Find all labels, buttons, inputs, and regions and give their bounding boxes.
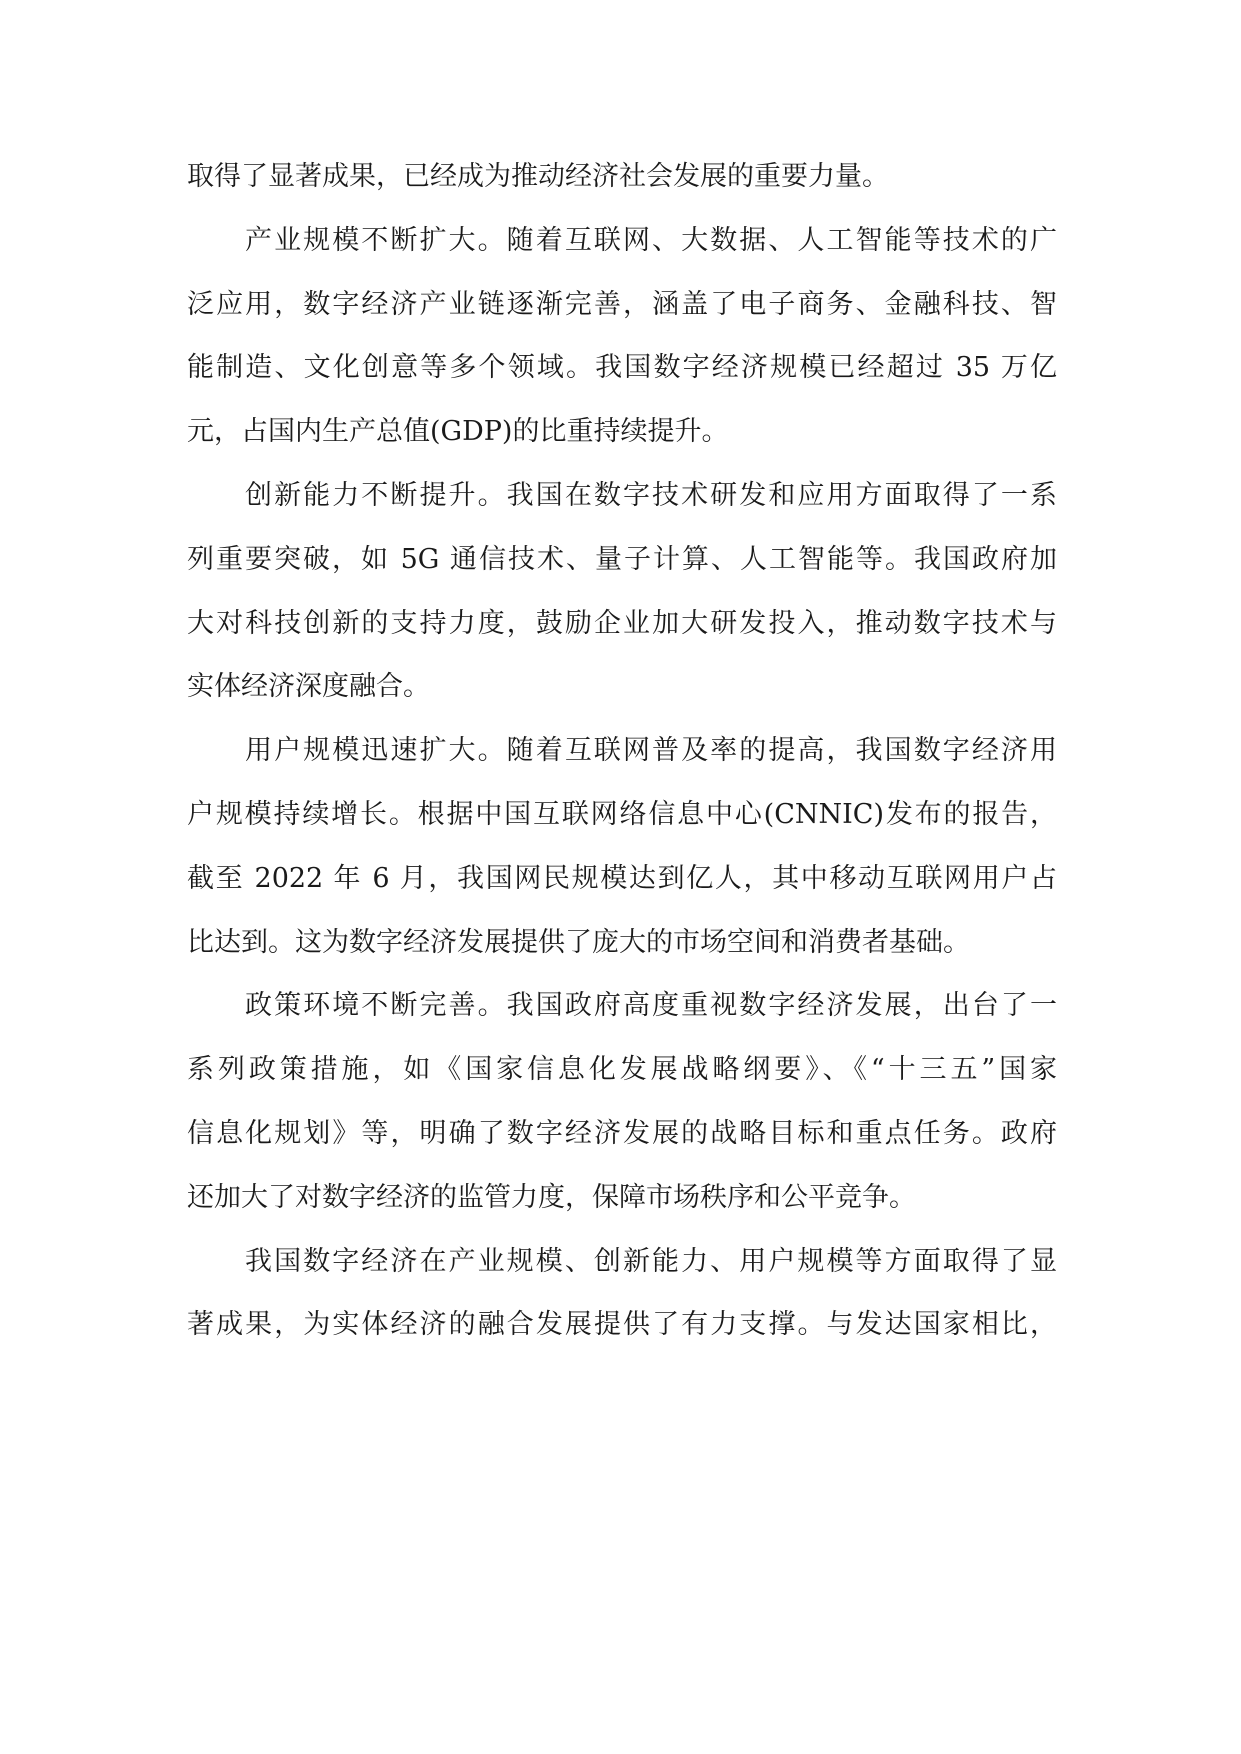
text-line: 政策环境不断完善。我国政府高度重视数字经济发展，出台了一 xyxy=(245,990,1057,1022)
text-line: 用户规模迅速扩大。随着互联网普及率的提高，我国数字经济用 xyxy=(245,735,1057,767)
text-line: 元，占国内生产总值(GDP)的比重持续提升。 xyxy=(187,416,729,448)
text-line: 大对科技创新的支持力度，鼓励企业加大研发投入，推动数字技术与 xyxy=(187,607,1057,639)
text-line: 比达到。这为数字经济发展提供了庞大的市场空间和消费者基础。 xyxy=(187,926,970,958)
text-line: 创新能力不断提升。我国在数字技术研发和应用方面取得了一系 xyxy=(245,479,1057,511)
text-line: 户规模持续增长。根据中国互联网络信息中心(CNNIC)发布的报告， xyxy=(187,798,1057,830)
text-line: 列重要突破，如 5G 通信技术、量子计算、人工智能等。我国政府加 xyxy=(187,543,1057,575)
text-line: 泛应用，数字经济产业链逐渐完善，涵盖了电子商务、金融科技、智 xyxy=(187,288,1057,320)
text-line: 实体经济深度融合。 xyxy=(187,671,430,703)
text-line: 著成果，为实体经济的融合发展提供了有力支撑。与发达国家相比， xyxy=(187,1309,1057,1341)
text-line: 截至 2022 年 6 月，我国网民规模达到亿人，其中移动互联网用户占 xyxy=(187,862,1057,894)
text-line: 取得了显著成果，已经成为推动经济社会发展的重要力量。 xyxy=(187,161,889,192)
text-line: 还加大了对数字经济的监管力度，保障市场秩序和公平竞争。 xyxy=(187,1181,916,1213)
body-text xyxy=(187,145,1057,1357)
text-line: 能制造、文化创意等多个领域。我国数字经济规模已经超过 35 万亿 xyxy=(187,352,1057,384)
text-line: 信息化规划》等，明确了数字经济发展的战略目标和重点任务。政府 xyxy=(187,1117,1057,1149)
text-line: 系列政策措施，如《国家信息化发展战略纲要》、《“十三五”国家 xyxy=(187,1054,1057,1086)
text-line: 我国数字经济在产业规模、创新能力、用户规模等方面取得了显 xyxy=(245,1245,1057,1277)
text-line: 产业规模不断扩大。随着互联网、大数据、人工智能等技术的广 xyxy=(245,224,1057,256)
